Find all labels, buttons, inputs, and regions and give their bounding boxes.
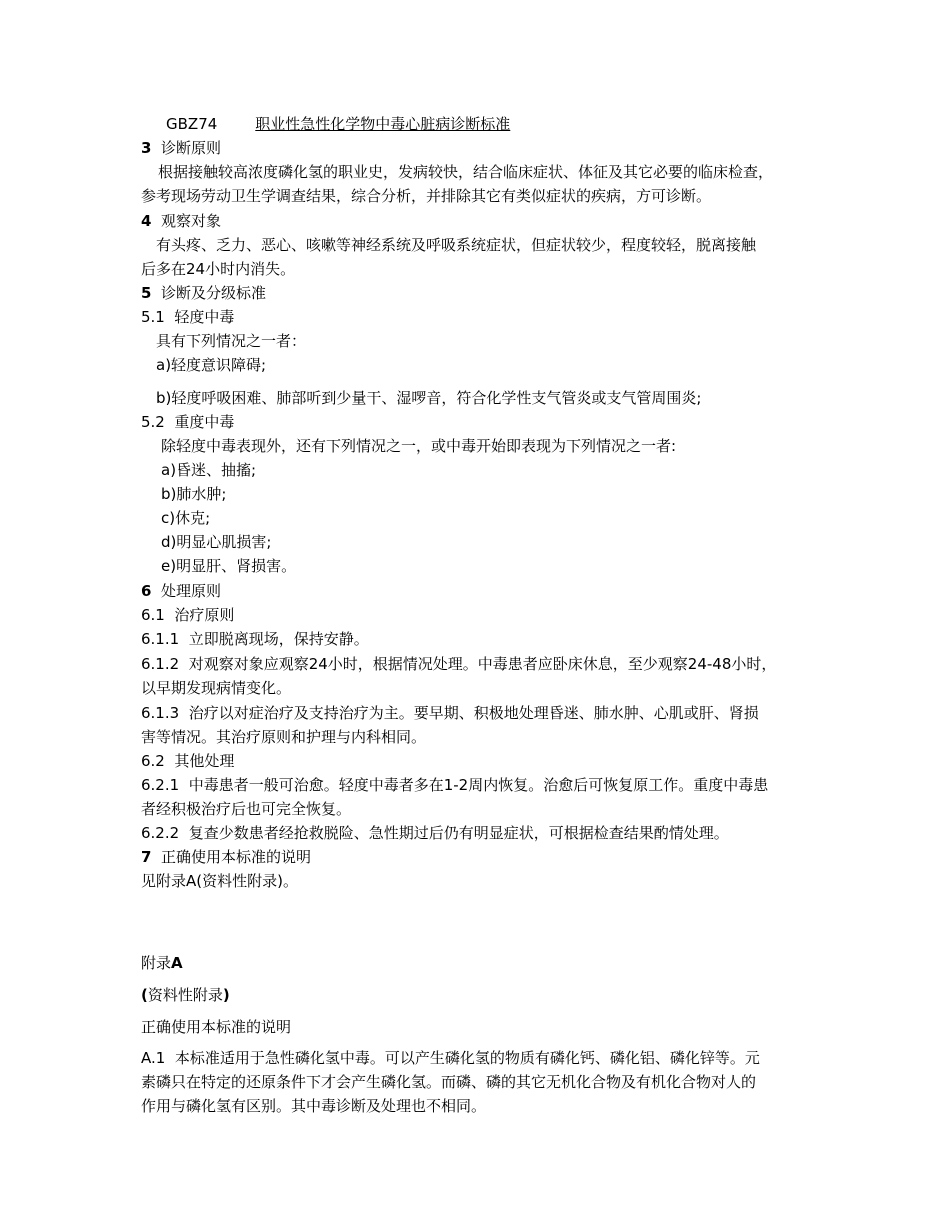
subsection-number: 5.1: [141, 308, 165, 326]
appendix-title-label: 附录: [141, 954, 172, 972]
clause-6-1-2-line2: 以早期发现病情变化。: [141, 679, 292, 697]
clause-6-1-1: [141, 627, 369, 651]
section-3-para-line1: 根据接触较高浓度磷化氢的职业史，发病较快，结合临床症状、体征及其它必要的临床检查，: [158, 163, 774, 181]
section-title: 观察对象: [160, 212, 221, 230]
list-item-5-1-a: a)轻度意识障碍;: [156, 356, 267, 374]
subsection-6-1-heading: [141, 603, 234, 627]
section-4-heading: [141, 209, 221, 233]
section-4-para-line2: 后多在24小时内消失。: [141, 260, 296, 278]
section-7-text: 见附录A(资料性附录)。: [141, 872, 298, 890]
section-title: 诊断原则: [160, 139, 221, 157]
section-title: 处理原则: [160, 582, 221, 600]
list-item: a)昏迷、抽搐;: [161, 461, 257, 479]
clause-6-2-2: [141, 821, 729, 845]
section-title: 诊断及分级标准: [160, 284, 266, 302]
subsection-5-1-heading: [141, 305, 234, 329]
appendix-type-label: 资料性附录: [147, 986, 223, 1004]
clause-number: 6.1.1: [141, 630, 180, 648]
subsection-6-2-heading: [141, 749, 234, 773]
section-number: 7: [141, 848, 152, 866]
clause-number: 6.2.1: [141, 776, 180, 794]
appendix-subtitle: 正确使用本标准的说明: [141, 1018, 292, 1036]
clause-6-2-1-line1: [141, 773, 768, 797]
clause-number: 6.1.2: [141, 655, 180, 673]
standard-title: 职业性急性化学物中毒心脏病诊断标准: [255, 115, 511, 133]
clause-6-2-1-line2: 者经积极治疗后也可完全恢复。: [141, 800, 352, 818]
clause-number: 6.1.3: [141, 704, 180, 722]
subsection-number: 6.1: [141, 606, 165, 624]
section-4-para-line1: 有头疼、乏力、恶心、咳嗽等神经系统及呼吸系统症状，但症状较少，程度较轻，脱离接触: [156, 236, 757, 254]
subsection-5-2-intro: 除轻度中毒表现外，还有下列情况之一，或中毒开始即表现为下列情况之一者:: [161, 437, 677, 455]
appendix-a1-line2: 素磷只在特定的还原条件下才会产生磷化氢。而磷、磷的其它无机化合物及有机化合物对人的: [141, 1073, 757, 1091]
subsection-number: 6.2: [141, 752, 165, 770]
appendix-a1-line3: 作用与磷化氢有区别。其中毒诊断及处理也不相同。: [141, 1097, 487, 1115]
list-item: c)休克;: [161, 509, 211, 527]
section-5-heading: [141, 281, 266, 305]
paren-open: (: [141, 986, 148, 1004]
section-7-heading: [141, 845, 311, 869]
section-3-para-line2: 参考现场劳动卫生学调查结果，综合分析，并排除其它有类似症状的疾病，方可诊断。: [141, 187, 712, 205]
clause-6-1-3-line2: 害等情况。其治疗原则和护理与内科相同。: [141, 728, 427, 746]
appendix-title: [141, 951, 183, 975]
list-item: d)明显心肌损害;: [161, 533, 272, 551]
clause-text: 立即脱离现场，保持安静。: [188, 630, 369, 648]
clause-number: A.1: [141, 1049, 166, 1067]
clause-6-1-3-line1: [141, 701, 759, 725]
appendix-letter: A: [171, 954, 183, 972]
appendix-type: [141, 983, 230, 1007]
subsection-number: 5.2: [141, 413, 165, 431]
clause-text: 复查少数患者经抢救脱险、急性期过后仍有明显症状，可根据检查结果酌情处理。: [188, 824, 729, 842]
clause-text: 治疗以对症治疗及支持治疗为主。要早期、积极地处理昏迷、肺水肿、心肌或肝、肾损: [188, 704, 759, 722]
paren-close: ): [222, 986, 230, 1004]
section-number: 4: [141, 212, 152, 230]
clause-number: 6.2.2: [141, 824, 180, 842]
section-6-heading: [141, 579, 221, 603]
doc-header: [166, 112, 510, 136]
subsection-title: 重度中毒: [174, 413, 235, 431]
clause-6-1-2-line1: [141, 652, 776, 676]
subsection-5-1-intro: 具有下列情况之一者：: [156, 332, 307, 350]
clause-text: 本标准适用于急性磷化氢中毒。可以产生磷化氢的物质有磷化钙、磷化铝、磷化锌等。元: [174, 1049, 760, 1067]
list-item-5-1-b: b)轻度呼吸困难、肺部听到少量干、湿啰音，符合化学性支气管炎或支气管周围炎;: [156, 389, 702, 407]
standard-code: GBZ74: [166, 115, 218, 133]
clause-text: 中毒患者一般可治愈。轻度中毒者多在1-2周内恢复。治愈后可恢复原工作。重度中毒患: [188, 776, 769, 794]
subsection-title: 治疗原则: [174, 606, 235, 624]
subsection-title: 其他处理: [174, 752, 235, 770]
list-item: b)肺水肿;: [161, 485, 227, 503]
section-number: 5: [141, 284, 152, 302]
section-number: 6: [141, 582, 152, 600]
subsection-5-2-heading: [141, 410, 234, 434]
subsection-title: 轻度中毒: [174, 308, 235, 326]
section-number: 3: [141, 139, 152, 157]
section-title: 正确使用本标准的说明: [160, 848, 311, 866]
clause-text: 对观察对象应观察24小时，根据情况处理。中毒患者应卧床休息，至少观察24-48小时，: [188, 655, 777, 673]
section-3-heading: [141, 136, 221, 160]
list-item: e)明显肝、肾损害。: [161, 557, 297, 575]
appendix-a1-line1: [141, 1046, 760, 1070]
